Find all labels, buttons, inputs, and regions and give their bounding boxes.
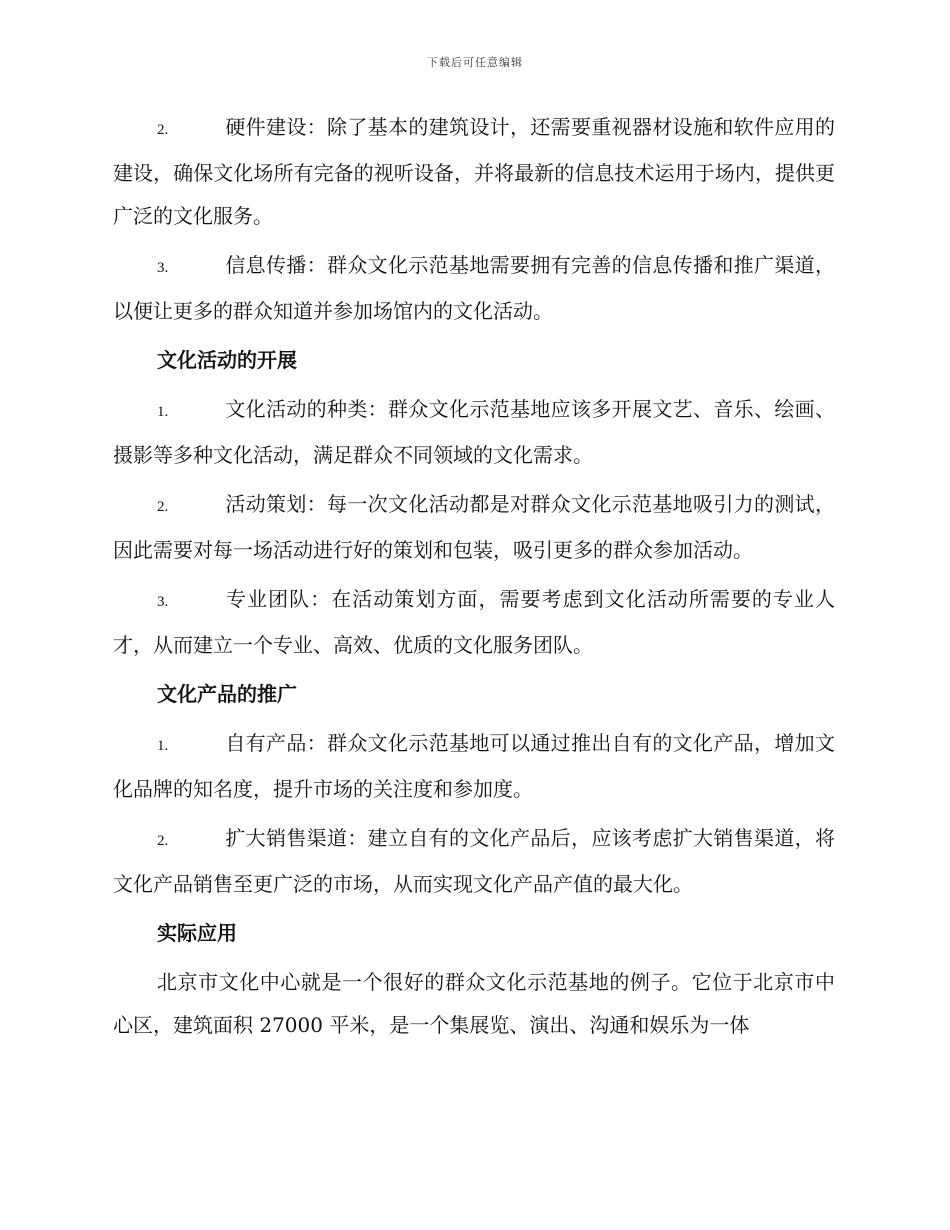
list-item-text: 活动策划：每一次文化活动都是对群众文化示范基地吸引力的测试，因此需要对每一场活动进行好的策划和包装，吸引更多的群众参加活动。 [113,492,835,562]
header-note: 下载后可任意编辑 [427,56,523,69]
document-body [113,106,835,1047]
list-item [113,817,835,906]
list-item-text: 自有产品：群众文化示范基地可以通过推出自有的文化产品，增加文化品牌的知名度，提升市场的关注度和参加度。 [113,731,835,801]
list-item-text: 文化活动的种类：群众文化示范基地应该多开展文艺、音乐、绘画、摄影等多种文化活动，满足群众不同领域的文化需求。 [113,397,835,467]
list-item-number: 1. [157,404,169,420]
list-item-text: 信息传播：群众文化示范基地需要拥有完善的信息传播和推广渠道，以便让更多的群众知道并参加场馆内的文化活动。 [113,253,835,323]
list-item-text: 硬件建设：除了基本的建筑设计，还需要重视器材设施和软件应用的建设，确保文化场所有完备的视听设备，并将最新的信息技术运用于场内，提供更广泛的文化服务。 [113,115,835,228]
list-item-number: 2. [157,833,169,849]
list-item [113,106,835,238]
list-item-number: 3. [157,594,169,610]
section-heading-activities: 文化活动的开展 [157,348,297,372]
list-item-text: 专业团队：在活动策划方面，需要考虑到文化活动所需要的专业人才，从而建立一个专业、高效、优质的文化服务团队。 [113,587,835,657]
list-item [113,244,835,333]
list-item-number: 3. [157,260,169,276]
list-item [113,483,835,572]
list-item-text: 扩大销售渠道：建立自有的文化产品后，应该考虑扩大销售渠道，将文化产品销售至更广泛的市场，从而实现文化产品产值的最大化。 [113,826,835,896]
list-item [113,722,835,811]
list-item [113,578,835,667]
section-heading-products: 文化产品的推广 [157,682,297,706]
list-item [113,388,835,477]
list-item-number: 2. [157,122,169,138]
section-heading-application: 实际应用 [157,921,237,945]
list-item-number: 2. [157,499,169,515]
list-item-number: 1. [157,738,169,754]
body-paragraph: 北京市文化中心就是一个很好的群众文化示范基地的例子。它位于北京市中心区，建筑面积 27000 平米，是一个集展览、演出、沟通和娱乐为一体 [113,970,835,1037]
